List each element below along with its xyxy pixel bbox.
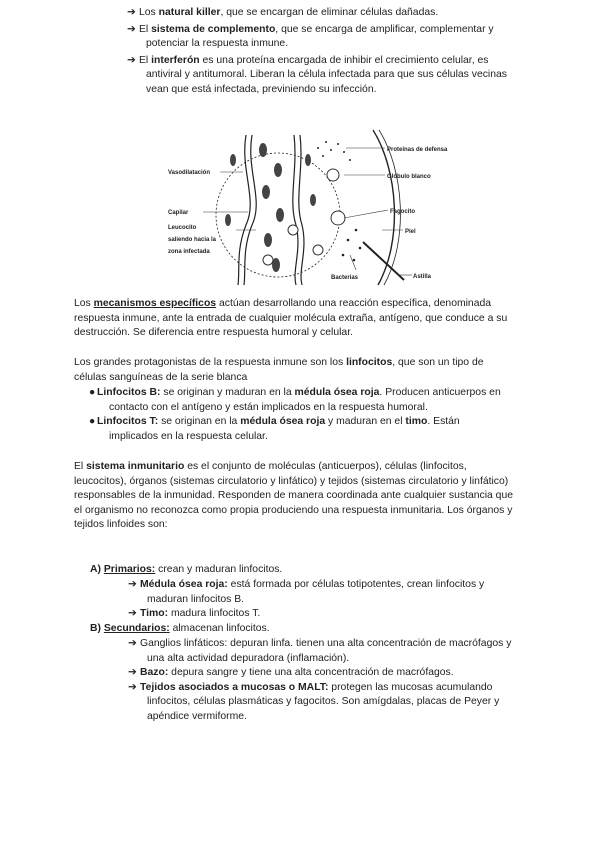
capillary-wall [299,135,304,285]
paragraph: Los grandes protagonistas de la respuesta inmune son los linfocitos, que son un tipo de células sanguíneas de la serie blanca [74,357,484,383]
list-item: ➔ El sistema de complemento, que se encarga de amplificar, complementar y [127,23,507,38]
secundarios-section: B) Secundarios: almacenan linfocitos. [90,623,270,634]
list-item: ➔ Bazo: depura sangre y tiene una alta concentración de macrófagos. [128,666,511,681]
arrow-icon: ➔ [128,638,137,649]
paragraph: El sistema inmunitario es el conjunto de moléculas (anticuerpos), células (linfocitos, leucocitos), órganos (sistemas circulatorio y linfático) y tejidos (sistemas circulatorio y linfático) responsables de la inmunidad. Responden de manera coordinada ante cualquier sustancia que el organismo no reconozca como propia produciendo una respuesta inmunitaria. Los órganos y tejidos linfoides son: [74,461,514,531]
list-item: ● Linfocitos B: se originan y maduran en la médula ósea roja. Producen anticuerpos en [89,386,501,401]
arrow-icon: ➔ [128,579,137,590]
list-item: ➔ Tejidos asociados a mucosas o MALT: protegen las mucosas acumulando [128,681,511,696]
capillary-wall [238,135,250,285]
label-leucocito: Leucocito [168,225,197,231]
list-item: ➔ Médula ósea roja: está formada por células totipotentes, crean linfocitos y [128,578,484,593]
linfocitos-list: ● Linfocitos B: se originan y maduran en la médula ósea roja. Producen anticuerpos en contacto con el antígeno y están implicados en la respuesta humoral. ● Linfocitos T: se originan en la médula ósea roja y maduran en el timo. Están implicados en la respuesta celular. [89,387,501,442]
label-piel: Piel [405,229,416,235]
list-item: ➔ Timo: madura linfocitos T. [128,607,484,622]
label-leucocito: saliendo hacia la [168,237,217,243]
label-vasodilatacion: Vasodilatación [168,170,211,176]
skin-line [379,130,400,285]
primarios-list: ➔ Médula ósea roja: está formada por células totipotentes, crean linfocitos y maduran linfocitos B. ➔ Timo: madura linfocitos T. [128,578,484,622]
list-item: ➔ El interferón es una proteína encargada de inhibir el crecimiento celular, es [127,54,507,69]
bullet-icon: ● [89,387,96,398]
secundarios-list: ➔ Ganglios linfáticos: depuran linfa. tienen una alta concentración de macrófagos y una alta actividad depuradora (inflamación). ➔ Bazo: depura sangre y tiene una alta concentración de macrófagos. ➔ Tejidos asociados a mucosas o MALT: protegen las mucosas acumulando linfocitos, células plasmáticas y fagocitos. Son amígdalas, placas de Peyer y apéndice vermiforme. [128,638,512,722]
arrow-icon: ➔ [127,7,136,18]
list-item: ➔ Ganglios linfáticos: depuran linfa. tienen una alta concentración de macrófagos y [128,637,511,652]
top-list: ➔ Los natural killer, que se encargan de eliminar células dañadas. ➔ El sistema de complemento, que se encarga de amplificar, complementar y potenciar la respuesta inmune. ➔ El interferón es una proteína encargada de inhibir el crecimiento celular, es antiviral y antitumoral. Liberan la célula infectada para que sus células vecinas vean que está infectada, previniendo su infección. [127,7,507,95]
label-leucocito: zona infectada [168,249,210,255]
list-item: ● Linfocitos T: se originan en la médula ósea roja y maduran en el timo. Están [89,415,501,430]
arrow-icon: ➔ [128,667,137,679]
label-capilar: Capilar [168,210,189,216]
primarios-section: A) Primarios: crean y maduran linfocitos. [90,564,283,575]
arrow-icon: ➔ [128,608,137,620]
arrow-icon: ➔ [127,23,136,35]
immune-response-figure [168,130,448,285]
list-item: ➔ Los natural killer, que se encargan de eliminar células dañadas. [127,6,507,21]
label-proteinas: Proteínas de defensa [387,147,448,153]
label-fagocito: Fagocito [390,209,415,215]
bullet-icon: ● [89,416,96,428]
arrow-icon: ➔ [128,681,137,693]
arrow-icon: ➔ [127,54,136,66]
label-bacterias: Bacterias [331,275,359,281]
label-astilla: Astilla [413,274,432,280]
label-globulo: Glóbulo blanco [387,174,431,180]
capillary-wall [293,135,298,285]
paragraph: Los mecanismos específicos actúan desarrollando una reacción específica, denominada respuesta inmune, ante la entrada de cualquier molécula extraña, antígeno, que conduce a su destrucción. Se diferencia entre respuesta humoral y celular. [74,298,508,339]
